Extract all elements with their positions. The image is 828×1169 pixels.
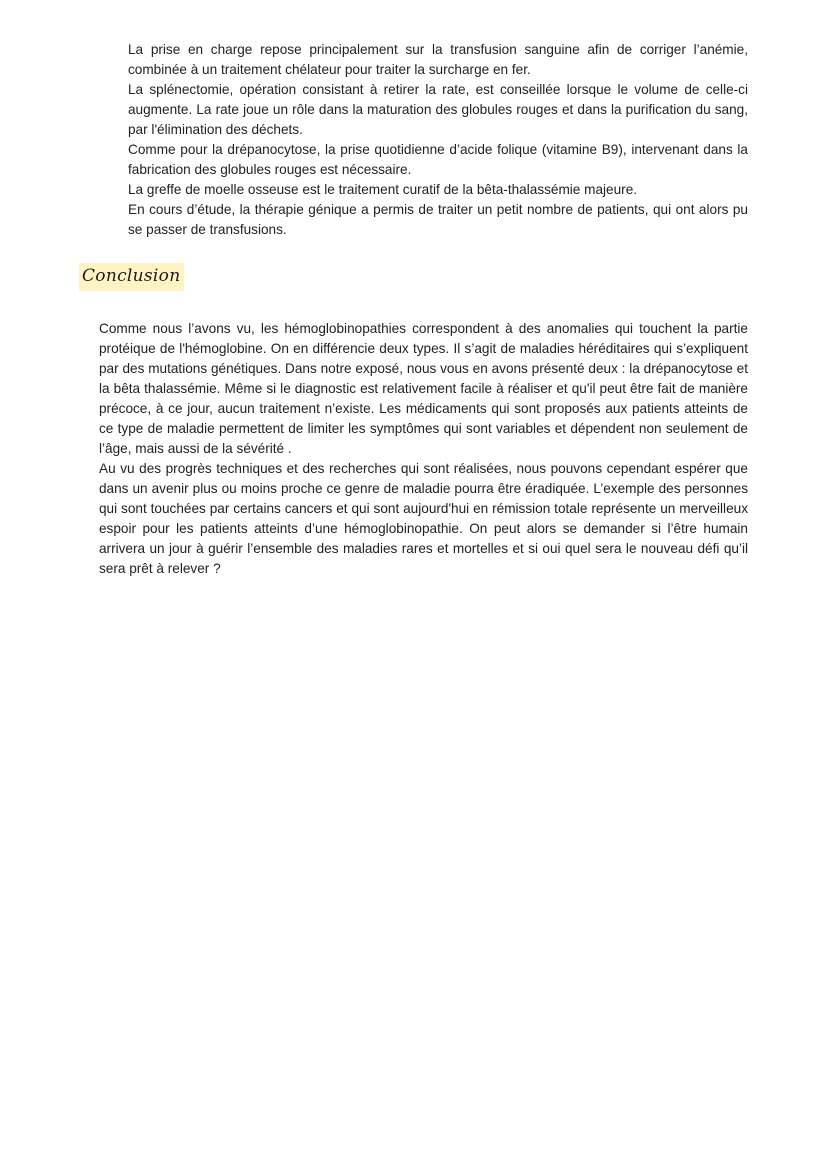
- gene-therapy-paragraph: En cours d’étude, la thérapie génique a permis de traiter un petit nombre de patients, qui ont alors pu se passer de transfusions.: [128, 202, 748, 237]
- treatment-section: [128, 40, 748, 240]
- splenectomy-paragraph: La splénectomie, opération consistant à retirer la rate, est conseillée lorsque le volume de celle-ci augmente. La rate joue un rôle dans la maturation des globules rouges et dans la purification du sang, par l'élimination des déchets.: [128, 82, 748, 137]
- conclusion-paragraph-1: Comme nous l’avons vu, les hémoglobinopathies correspondent à des anomalies qui touchent la partie protéique de l'hémoglobine. On en différencie deux types. Il s’agit de maladies héréditaires qui s’expliquent par des mutations génétiques. Dans notre exposé, nous vous en avons présenté deux : la drépanocytose et la bêta thalassémie. Même si le diagnostic est relativement facile à réaliser et qu'il peut être fait de manière précoce, à ce jour, aucun traitement n’existe. Les médicaments qui sont proposés aux patients atteints de ce type de maladie permettent de limiter les symptômes qui sont variables et dépendent non seulement de l’âge, mais aussi de la sévérité .: [99, 321, 748, 456]
- conclusion-paragraph-2: Au vu des progrès techniques et des recherches qui sont réalisées, nous pouvons cependant espérer que dans un avenir plus ou moins proche ce genre de maladie pourra être éradiquée. L’exemple des personnes qui sont touchées par certains cancers et qui sont aujourd'hui en rémission totale représente un merveilleux espoir pour les patients atteints d’une hémoglobinopathie. On peut alors se demander si l’être humain arrivera un jour à guérir l’ensemble des maladies rares et mortelles et si oui quel sera le nouveau défi qu’il sera prêt à relever ?: [99, 461, 748, 576]
- folic-acid-paragraph: Comme pour la drépanocytose, la prise quotidienne d’acide folique (vitamine B9), intervenant dans la fabrication des globules rouges est nécessaire.: [128, 142, 748, 177]
- transfusion-paragraph: La prise en charge repose principalement sur la transfusion sanguine afin de corriger l’anémie, combinée à un traitement chélateur pour traiter la surcharge en fer.: [128, 42, 748, 77]
- bone-marrow-graft-paragraph: La greffe de moelle osseuse est le traitement curatif de la bêta-thalassémie majeure.: [128, 182, 638, 197]
- conclusion-heading: Conclusion: [79, 263, 184, 291]
- conclusion-section: [99, 319, 748, 579]
